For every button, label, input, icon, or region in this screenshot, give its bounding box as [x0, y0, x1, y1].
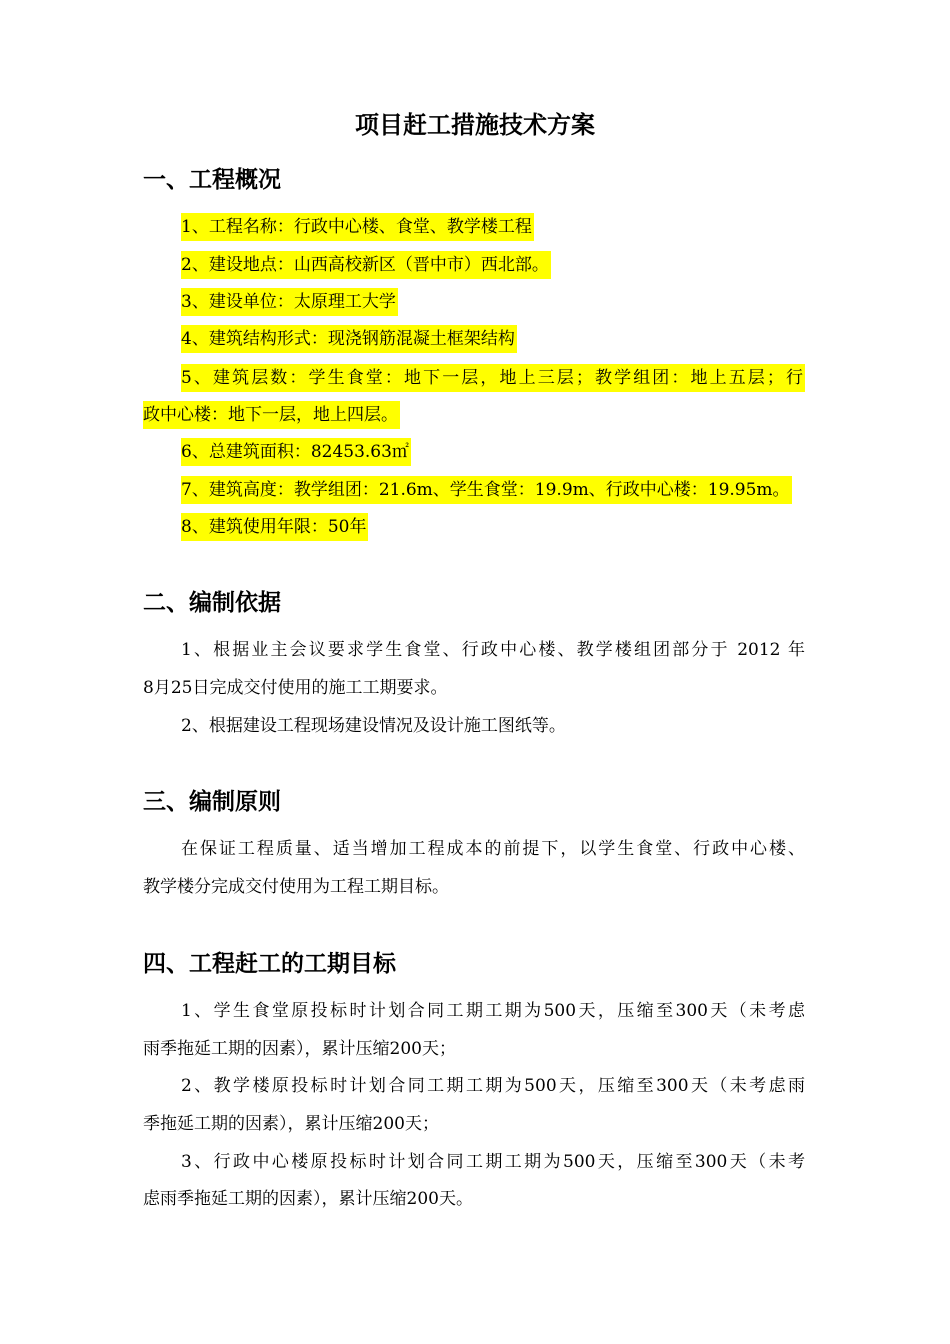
- overview-item-6: 6、总建筑面积：82453.63㎡: [181, 439, 411, 465]
- overview-item-7: 7、建筑高度：教学组团：21.6m、学生食堂：19.9m、行政中心楼：19.95m。: [181, 477, 792, 503]
- basis-item-1: 1、根据业主会议要求学生食堂、行政中心楼、教学楼组团部分于 2012 年: [181, 640, 805, 660]
- overview-item-8: 8、建筑使用年限：50年: [181, 514, 368, 540]
- overview-item-4: 4、建筑结构形式：现浇钢筋混凝土框架结构: [181, 326, 517, 352]
- overview-item-5-continued: 政中心楼：地下一层，地上四层。: [143, 402, 400, 428]
- section-heading-overview: 一、工程概况: [143, 167, 281, 193]
- section-heading-basis: 二、编制依据: [143, 590, 281, 616]
- overview-item-5: 5、建筑层数：学生食堂：地下一层，地上三层；教学组团：地上五层；行: [181, 365, 805, 391]
- document-title: 项目赶工措施技术方案: [355, 111, 595, 139]
- target-item-3: 3、行政中心楼原投标时计划合同工期工期为500天，压缩至300天（未考: [181, 1152, 805, 1172]
- overview-item-3: 3、建设单位：太原理工大学: [181, 289, 398, 315]
- target-item-2: 2、教学楼原投标时计划合同工期工期为500天，压缩至300天（未考虑雨: [181, 1076, 805, 1096]
- overview-item-1: 1、工程名称：行政中心楼、食堂、教学楼工程: [181, 214, 534, 240]
- target-item-1-continued: 雨季拖延工期的因素），累计压缩200天；: [143, 1039, 456, 1059]
- target-item-2-continued: 季拖延工期的因素），累计压缩200天；: [143, 1114, 439, 1134]
- principle-line-1: 在保证工程质量、适当增加工程成本的前提下，以学生食堂、行政中心楼、: [181, 839, 805, 859]
- target-item-1: 1、学生食堂原投标时计划合同工期工期为500天，压缩至300天（未考虑: [181, 1001, 805, 1021]
- principle-line-2: 教学楼分完成交付使用为工程工期目标。: [143, 877, 449, 897]
- target-item-3-continued: 虑雨季拖延工期的因素），累计压缩200天。: [143, 1189, 473, 1209]
- overview-item-2: 2、建设地点：山西高校新区（晋中市）西北部。: [181, 252, 551, 278]
- section-heading-principle: 三、编制原则: [143, 789, 281, 815]
- basis-item-2: 2、根据建设工程现场建设情况及设计施工图纸等。: [181, 716, 566, 736]
- basis-item-1-continued: 8月25日完成交付使用的施工工期要求。: [143, 678, 448, 698]
- section-heading-schedule-target: 四、工程赶工的工期目标: [143, 951, 396, 977]
